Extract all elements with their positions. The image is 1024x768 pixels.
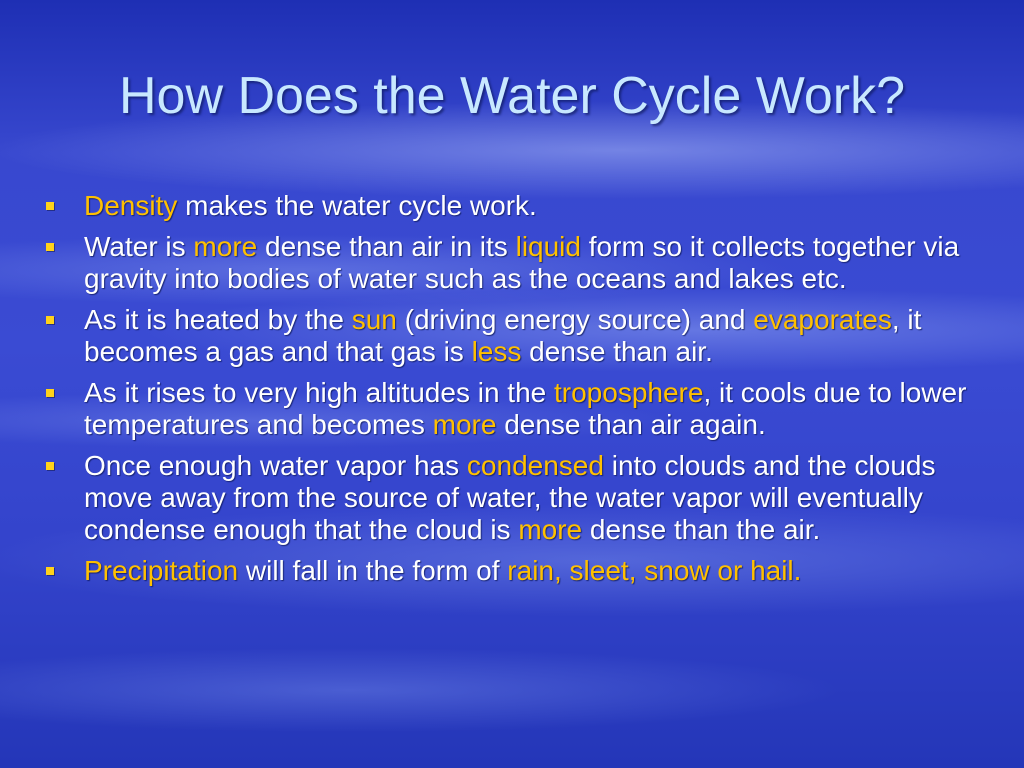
highlighted-term: less [471, 336, 522, 367]
highlighted-term: rain, sleet, snow or hail. [507, 555, 802, 586]
highlighted-term: liquid [515, 231, 581, 262]
bullet-text: dense than air again. [496, 409, 766, 440]
square-bullet-icon [46, 243, 54, 251]
highlighted-term: Density [84, 190, 178, 221]
highlighted-term: troposphere [554, 377, 704, 408]
bullet-item [40, 231, 975, 295]
bullet-text: , it cools due to lower temperatures and becomes [84, 377, 967, 440]
highlighted-term: more [518, 514, 583, 545]
square-bullet-icon [46, 202, 54, 210]
bullet-item [40, 304, 975, 368]
highlighted-term: sun [351, 304, 397, 335]
bullet-text: into clouds and the clouds move away from the source of water, the water vapor will eventually condense enough that the cloud is [84, 450, 936, 545]
highlighted-term: more [193, 231, 258, 262]
bullet-text: , it becomes a gas and that gas is [84, 304, 922, 367]
bullet-text: (driving energy source) and [396, 304, 754, 335]
bullet-text: Once enough water vapor has [84, 450, 467, 481]
bullet-item [40, 190, 975, 222]
bullet-text: makes the water cycle work. [177, 190, 537, 221]
highlighted-term: Precipitation [84, 555, 239, 586]
square-bullet-icon [46, 316, 54, 324]
square-bullet-icon [46, 389, 54, 397]
bullet-text: will fall in the form of [238, 555, 508, 586]
bullet-item [40, 450, 975, 546]
bullet-text: form so it collects together via gravity into bodies of water such as the oceans and lakes etc. [84, 231, 960, 294]
highlighted-term: condensed [466, 450, 604, 481]
bullet-item [40, 555, 975, 587]
highlighted-term: more [432, 409, 497, 440]
highlighted-term: evaporates [753, 304, 892, 335]
square-bullet-icon [46, 567, 54, 575]
bullet-text: As it rises to very high altitudes in the [84, 377, 554, 408]
bullet-text: As it is heated by the [84, 304, 352, 335]
bullet-text: dense than air in its [257, 231, 516, 262]
bullet-list [40, 190, 975, 596]
bullet-text: dense than air. [521, 336, 713, 367]
bullet-text: dense than the air. [582, 514, 821, 545]
bullet-item [40, 377, 975, 441]
square-bullet-icon [46, 462, 54, 470]
bullet-text: Water is [84, 231, 194, 262]
slide-title: How Does the Water Cycle Work? [118, 67, 906, 125]
